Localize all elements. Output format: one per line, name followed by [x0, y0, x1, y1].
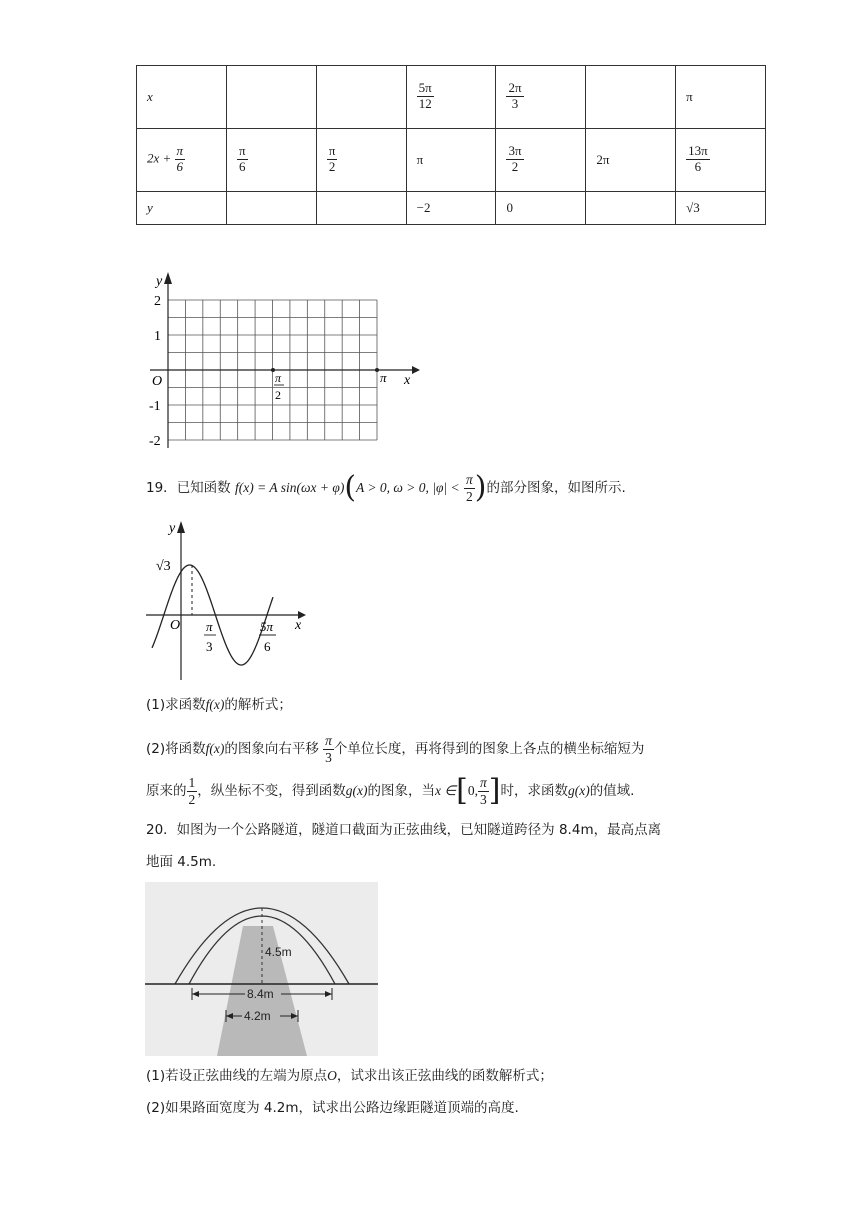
table-cell: −2 [406, 191, 496, 225]
table-cell [227, 66, 317, 129]
y-axis-arrow [164, 272, 172, 284]
sine-x-label: x [295, 618, 302, 633]
table-cell: $\frac{\pi}{2}$ [316, 128, 406, 191]
q19-func: f(x) = A sin(ωx + φ) [234, 480, 345, 496]
table-cell: π [406, 128, 496, 191]
q20-sub1: (1)若设正弦曲线的左端为原点O，试求出该正弦曲线的函数解析式； [146, 1068, 553, 1084]
height-label: 4.5m [265, 945, 292, 959]
q19-tail: 的部分图象，如图所示. [486, 480, 626, 497]
grid-pi-label: π [380, 370, 387, 385]
q19-stem: 19．已知函数 f(x) = A sin(ωx + φ)(A > 0, ω > 0, |φ| < $\frac{\pi}{2}$ )的部分图象，如图所示. [146, 470, 626, 506]
grid-y-label: y [156, 274, 163, 289]
q19-number: 19． [146, 480, 177, 497]
grid-y-tick-neg2: -2 [149, 434, 161, 449]
table-cell [586, 66, 676, 129]
table-cell: 0 [496, 191, 586, 225]
q19-sub1: (1)求函数f(x)的解析式； [146, 697, 292, 713]
table-cell: $\frac{\pi}{6}$ [227, 128, 317, 191]
table-cell: $\frac{3\pi}{2}$ [496, 128, 586, 191]
table-cell: $\frac{5\pi}{12}$ [406, 66, 496, 129]
sine-y-arrow [177, 521, 185, 533]
sine-figure [140, 515, 315, 685]
q19-sub2-line1: (2)将函数f(x)的图象向右平移 $\frac{\pi}{3}$ 个单位长度，再将得到的图象上各点的横坐标缩短为 [146, 733, 645, 765]
grid-y-tick-neg1: -1 [149, 399, 161, 414]
table-row [137, 191, 766, 225]
q19-intro: 已知函数 [176, 480, 231, 497]
q19-sub2-line2: 原来的 $\frac{1}{2}$ ，纵坐标不变，得到函数g(x)的图象，当x ∈[0, $\frac{\pi}{3}$ ]时，求函数g(x)的值域. [146, 773, 635, 809]
sine-tick2-den: 6 [264, 639, 271, 654]
table-row-head: 2x + $\frac{\pi}{6}$ [137, 128, 227, 191]
road-label: 4.2m [244, 1009, 271, 1023]
table-cell: 2π [586, 128, 676, 191]
tunnel-figure [145, 882, 378, 1056]
blank-grid-figure [140, 268, 430, 458]
table-row-head: x [137, 66, 227, 129]
table-cell: π [676, 66, 766, 129]
q19-cond-frac: $\frac{\pi}{2}$ [465, 472, 473, 504]
table-cell: √3 [676, 191, 766, 225]
pi-point [375, 368, 379, 372]
table-cell [316, 66, 406, 129]
table-row-head: y [137, 191, 227, 225]
grid-x-label: x [404, 373, 411, 388]
table-cell: $\frac{13\pi}{6}$ [676, 128, 766, 191]
table-row [137, 128, 766, 191]
sine-y-label: y [169, 521, 176, 536]
span-label: 8.4m [247, 987, 274, 1001]
grid-y-tick-1: 1 [154, 329, 161, 344]
sine-tick1-num: π [206, 619, 213, 634]
value-table [136, 65, 766, 225]
grid-y-tick-2: 2 [154, 294, 161, 309]
grid-pi-half-num: π [275, 371, 282, 385]
q20-line2: 地面 4.5m. [146, 854, 217, 870]
q20-sub2: (2)如果路面宽度为 4.2m，试求出公路边缘距隧道顶端的高度. [146, 1100, 519, 1116]
table-cell: $\frac{2\pi}{3}$ [496, 66, 586, 129]
grid-origin-label: O [152, 374, 163, 389]
q20-line1: 20．如图为一个公路隧道，隧道口截面为正弦曲线，已知隧道跨径为 8.4m，最高点离 [146, 822, 662, 838]
q19-cond: A > 0, ω > 0, |φ| < [356, 480, 460, 496]
table-cell [316, 191, 406, 225]
x-axis-arrow [412, 366, 420, 374]
sine-tick2-num: 5π [260, 619, 274, 634]
table-cell [227, 191, 317, 225]
table-cell [586, 191, 676, 225]
sine-tick1-den: 3 [206, 639, 213, 654]
sine-origin-label: O [170, 618, 181, 633]
grid-pi-half-den: 2 [275, 388, 281, 402]
sine-peak-label: √3 [156, 559, 171, 574]
table-row [137, 66, 766, 129]
